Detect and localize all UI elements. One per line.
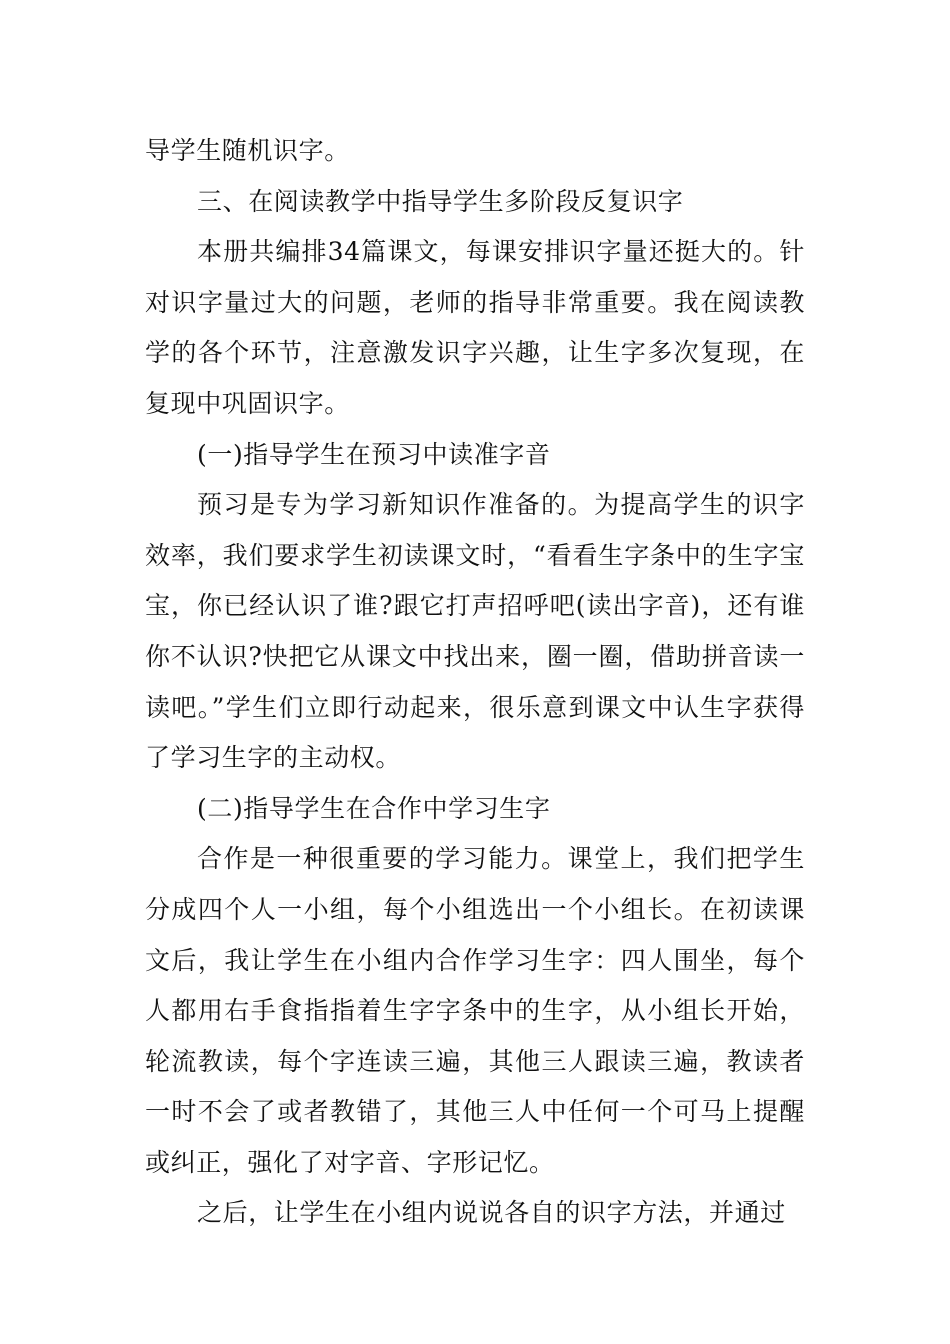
- paragraph-3: 本册共编排34篇课文，每课安排识字量还挺大的。针对识字量过大的问题，老师的指导非常重要。我在阅读教学的各个环节，注意激发识字兴趣，让生字多次复现，在复现中巩固识字。: [145, 237, 805, 418]
- paragraph-5: 预习是专为学习新知识作准备的。为提高学生的识字效率，我们要求学生初读课文时，“看看生字条中的生字宝宝，你已经认识了谁?跟它打声招呼吧(读出字音)，还有谁你不认识?快把它从课文中找出来，圈一圈，借助拼音读一读吧。”学生们立即行动起来，很乐意到课文中认生字获得了学习生字的主动权。: [145, 490, 805, 773]
- document-body: [145, 126, 805, 1239]
- paragraph-8: 之后，让学生在小组内说说各自的识字方法，并通过: [197, 1198, 786, 1228]
- subheading-2: (二)指导学生在合作中学习生字: [197, 793, 551, 823]
- paragraph-1: 导学生随机识字。: [145, 136, 350, 165]
- section-heading-3: 三、在阅读教学中指导学生多阶段反复识字: [197, 186, 684, 216]
- paragraph-7: 合作是一种很重要的学习能力。课堂上，我们把学生分成四个人一小组，每个小组选出一个小组长。在初读课文后，我让学生在小组内合作学习生字：四人围坐，每个人都用右手食指指着生字字条中的生字，从小组长开始，轮流教读，每个字连读三遍，其他三人跟读三遍，教读者一时不会了或者教错了，其他三人中任何一个可马上提醒或纠正，强化了对字音、字形记忆。: [145, 844, 805, 1177]
- subheading-1: (一)指导学生在预习中读准字音: [197, 439, 551, 469]
